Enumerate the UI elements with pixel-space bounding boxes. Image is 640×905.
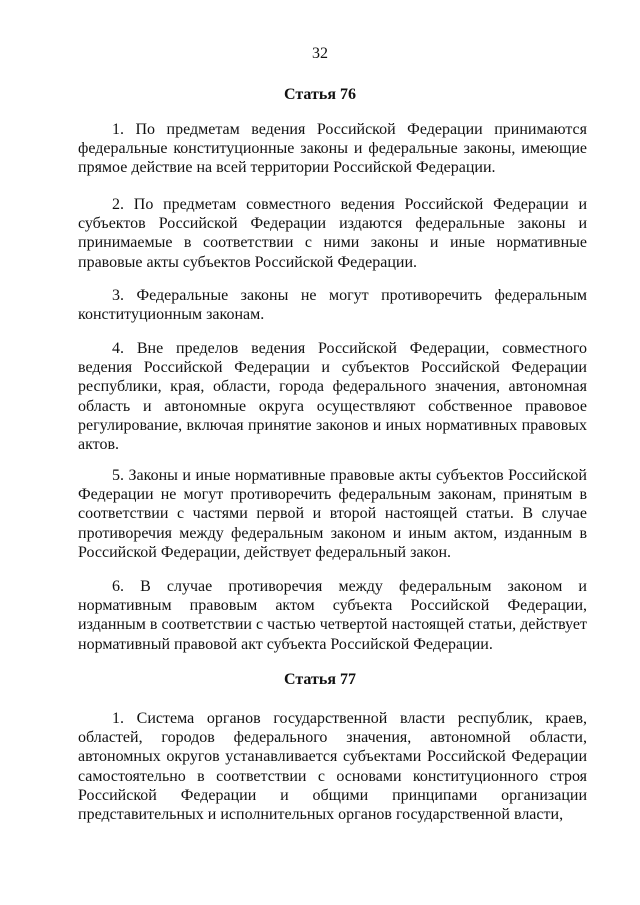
article-76-paragraph-6: 6. В случае противоречия между федеральным законом и нормативным правовым актом субъекта Российской Федерации, изданным в соответствии с частью четвертой настоящей статьи, действует нормативный правовой акт субъекта Российской Федерации.: [78, 578, 587, 653]
article-77-paragraph-1: 1. Система органов государственной власти республик, краев, областей, городов федерального значения, автономной области, автономных округов устанавливается субъектами Российской Федерации самостоятельно в соответствии с основами конституционного строя Российской Федерации и общими принципами организации представительных и исполнительных органов государственной власти,: [78, 710, 587, 824]
article-76-title: Статья 76: [284, 86, 356, 103]
article-76-paragraph-1: 1. По предметам ведения Российской Федерации принимаются федеральные конституционные законы и федеральные законы, имеющие прямое действие на всей территории Российской Федерации.: [78, 121, 587, 177]
article-76-paragraph-4: 4. Вне пределов ведения Российской Федерации, совместного ведения Российской Федерации и субъектов Российской Федерации республики, края, области, города федерального значения, автономная область и автономные округа осуществляют собственное правовое регулирование, включая принятие законов и иных нормативных правовых актов.: [78, 340, 587, 454]
page-number: 32: [312, 45, 328, 62]
article-76-paragraph-2: 2. По предметам совместного ведения Российской Федерации и субъектов Российской Федерации издаются федеральные законы и принимаемые в соответствии с ними законы и иные нормативные правовые акты субъектов Российской Федерации.: [78, 196, 587, 271]
article-76-paragraph-3: 3. Федеральные законы не могут противоречить федеральным конституционным законам.: [78, 287, 587, 324]
article-77-title: Статья 77: [284, 671, 356, 688]
article-76-paragraph-5: 5. Законы и иные нормативные правовые акты субъектов Российской Федерации не могут противоречить федеральным законам, принятым в соответствии с частями первой и второй настоящей статьи. В случае противоречия между федеральным законом и иным актом, изданным в Российской Федерации, действует федеральный закон.: [78, 467, 587, 561]
